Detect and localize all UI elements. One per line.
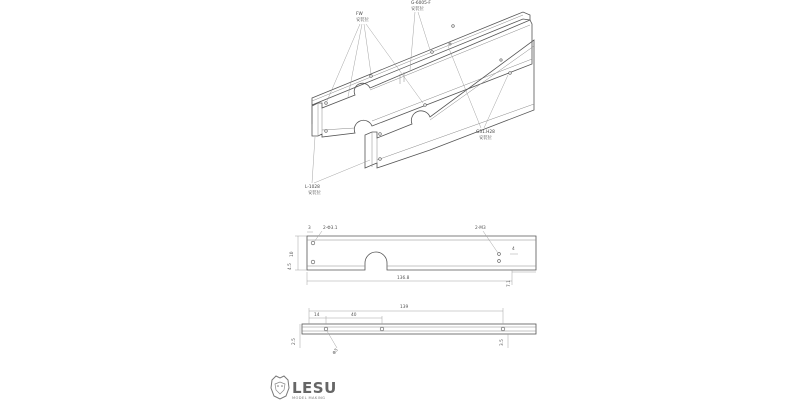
dim-height: 10 — [290, 251, 295, 257]
dim-right-height: 3.5 — [500, 339, 505, 346]
dim-total-height: 4.5 — [288, 263, 293, 270]
hole-callout: Φ3 — [332, 348, 340, 356]
side-hole-bottom — [311, 260, 315, 264]
label-g6005: G-6005-F — [411, 1, 431, 6]
label-g31: G31.H28 — [476, 130, 495, 135]
callout-g31 — [448, 46, 508, 141]
label-l1028-sub: 安装位 — [308, 191, 321, 196]
label-fw: FW — [356, 12, 363, 17]
rail-lower — [365, 40, 534, 168]
side-thread-top — [498, 253, 501, 256]
dim-spacing: 40 — [351, 313, 357, 318]
dim-total: 139 — [400, 305, 409, 310]
dim-left-height: 2.5 — [292, 338, 297, 345]
hole-spec: 2-Φ3.1 — [323, 226, 338, 231]
label-g31-sub: 安装位 — [479, 136, 492, 141]
dim-right: 7.1 — [507, 280, 512, 287]
side-view — [287, 225, 536, 287]
brand-name: LESU — [292, 379, 337, 397]
thread-spec: 2-M3 — [475, 226, 486, 231]
side-thread-bottom — [498, 260, 501, 263]
brand-tagline: MODEL MAKING — [292, 396, 326, 400]
bottom-hole-1 — [324, 327, 328, 331]
callout-l1028 — [305, 137, 370, 196]
bottom-view — [291, 304, 536, 356]
dim-left: 3 — [308, 226, 311, 231]
lesu-logo — [271, 376, 337, 400]
lion-head-icon — [271, 376, 289, 399]
label-l1028: L-1028 — [305, 185, 320, 190]
dim-length: 136.8 — [397, 276, 410, 281]
label-fw-sub: 安装位 — [356, 18, 369, 23]
bottom-hole-3 — [501, 327, 505, 331]
label-g6005-sub: 安装位 — [411, 7, 424, 12]
dim-offset: 14 — [314, 313, 320, 318]
bottom-hole-2 — [380, 327, 384, 331]
rail-upper — [312, 20, 532, 137]
dim-right-small: 4 — [512, 247, 515, 252]
